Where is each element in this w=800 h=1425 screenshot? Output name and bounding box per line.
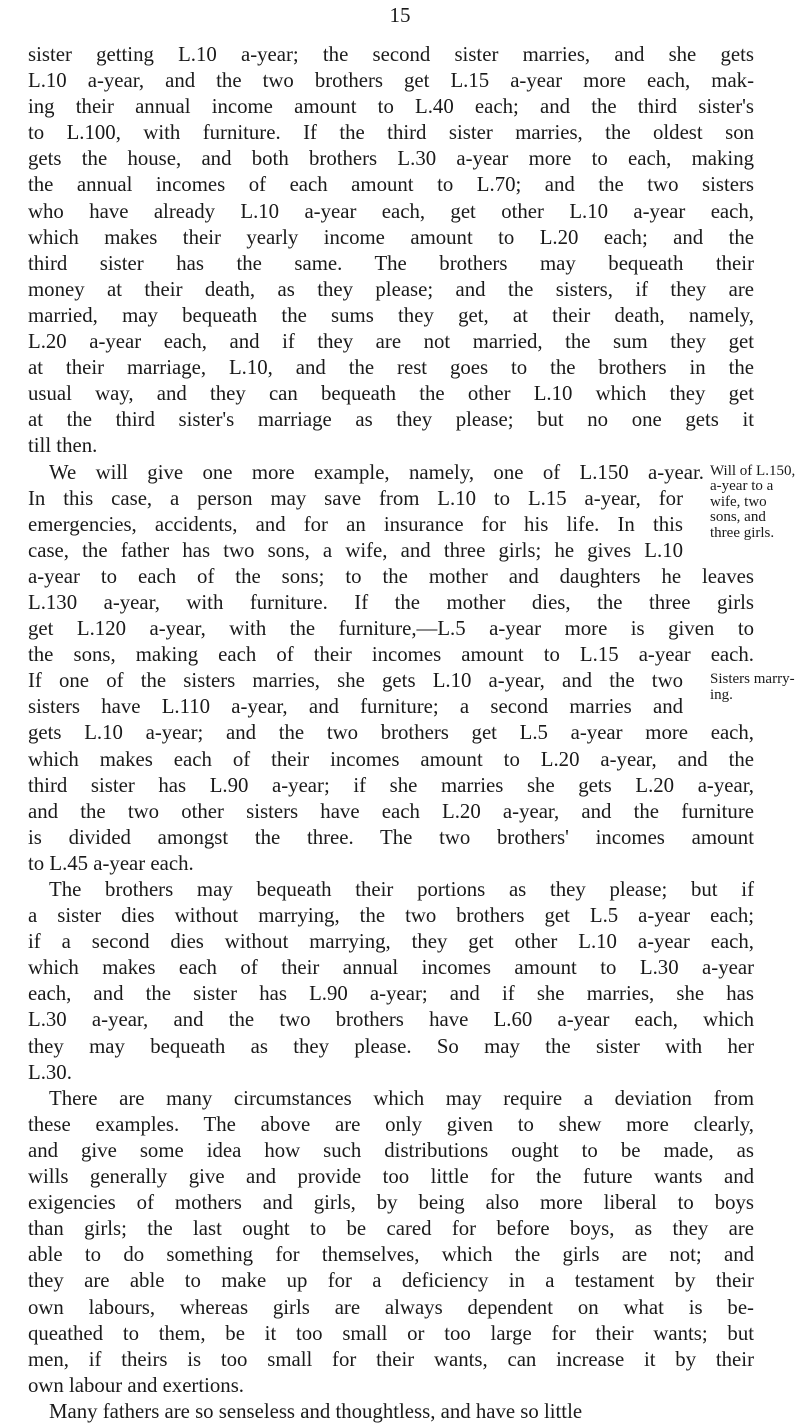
text-line: the annual incomes of each amount to L.70; and the two sisters bbox=[28, 173, 754, 197]
text-line: case, the father has two sons, a wife, and three girls; he gives L.10 bbox=[28, 538, 683, 562]
margin-note-line: wife, two bbox=[710, 493, 767, 510]
text-line: gets the house, and both brothers L.30 a-year more to each, making bbox=[28, 147, 754, 171]
text-line: L.30 a-year, and the two brothers have L.60 a-year each, which bbox=[28, 1008, 754, 1032]
text-line: men, if theirs is too small for their wants, can increase it by their bbox=[28, 1347, 754, 1371]
text-line: at their marriage, L.10, and the rest goes to the brothers in the bbox=[28, 356, 754, 380]
text-line: third sister has L.90 a-year; if she marries she gets L.20 a-year, bbox=[28, 773, 754, 797]
text-line: if a second dies without marrying, they get other L.10 a-year each, bbox=[28, 930, 754, 954]
text-line: which makes each of their incomes amount to L.20 a-year, and the bbox=[28, 747, 754, 771]
text-line: and the two other sisters have each L.20 a-year, and the furniture bbox=[28, 799, 754, 823]
text-line: sister getting L.10 a-year; the second sister marries, and she gets bbox=[28, 43, 754, 66]
margin-note-line: Sisters marry- bbox=[710, 671, 795, 688]
margin-note-line: a-year to a bbox=[710, 478, 774, 495]
text-line: married, may bequeath the sums they get, at their death, namely, bbox=[28, 303, 754, 327]
text-line: L.30. bbox=[28, 1060, 72, 1084]
text-line: ing their annual income amount to L.40 each; and the third sister's bbox=[28, 95, 754, 119]
text-line: each, and the sister has L.90 a-year; and if she marries, she has bbox=[28, 982, 754, 1006]
text-line: a-year to each of the sons; to the mother and daughters he leaves bbox=[28, 564, 754, 588]
text-line: own labour and exertions. bbox=[28, 1373, 245, 1397]
text-line: third sister has the same. The brothers may bequeath their bbox=[28, 251, 754, 275]
text-line: a sister dies without marrying, the two brothers get L.5 a-year each; bbox=[28, 904, 754, 928]
text-line: There are many circumstances which may require a deviation from bbox=[49, 1086, 754, 1110]
text-line: and give some idea how such distributions ought to be made, as bbox=[28, 1138, 754, 1162]
margin-note-line: ing. bbox=[710, 686, 733, 703]
text-line: they are able to make up for a deficiency in a testament by their bbox=[28, 1269, 754, 1293]
margin-note-line: three girls. bbox=[710, 524, 775, 541]
text-line: which makes each of their annual incomes amount to L.30 a-year bbox=[28, 956, 754, 980]
text-line: able to do something for themselves, which the girls are not; and bbox=[28, 1243, 754, 1267]
text-line: which makes their yearly income amount to L.20 each; and the bbox=[28, 225, 754, 249]
text-line: they may bequeath as they please. So may the sister with her bbox=[28, 1034, 754, 1058]
text-line: L.10 a-year, and the two brothers get L.15 a-year more each, mak- bbox=[28, 69, 754, 93]
text-line: the sons, making each of their incomes amount to L.15 a-year each. bbox=[28, 643, 754, 667]
text-line: these examples. The above are only given to shew more clearly, bbox=[28, 1112, 754, 1136]
text-line: emergencies, accidents, and for an insurance for his life. In this bbox=[28, 512, 683, 536]
text-line: is divided amongst the three. The two brothers' incomes amount bbox=[28, 825, 754, 849]
text-line: L.130 a-year, with furniture. If the mother dies, the three girls bbox=[28, 590, 754, 614]
text-line: own labours, whereas girls are always dependent on what is be- bbox=[28, 1295, 754, 1319]
text-line: The brothers may bequeath their portions as they please; but if bbox=[49, 878, 754, 901]
margin-note-line: Will of L.150, bbox=[710, 462, 796, 479]
page-number: 15 bbox=[389, 3, 411, 27]
text-line: usual way, and they can bequeath the other L.10 which they get bbox=[28, 382, 754, 406]
text-line: to L.100, with furniture. If the third sister marries, the oldest son bbox=[28, 121, 754, 145]
text-line: sisters have L.110 a-year, and furniture; a second marries and bbox=[28, 695, 683, 719]
text-line: at the third sister's marriage as they please; but no one gets it bbox=[28, 408, 754, 432]
body-text bbox=[28, 42, 754, 1425]
text-line: gets L.10 a-year; and the two brothers get L.5 a-year more each, bbox=[28, 721, 754, 745]
text-line: till then. bbox=[28, 434, 98, 458]
margin-note-line: sons, and bbox=[710, 509, 766, 526]
text-line: money at their death, as they please; and the sisters, if they are bbox=[28, 277, 754, 301]
text-line: wills generally give and provide too little for the future wants and bbox=[28, 1165, 754, 1189]
text-line: get L.120 a-year, with the furniture,—L.5 a-year more is given to bbox=[28, 617, 754, 641]
text-line: We will give one more example, namely, one of L.150 a-year. bbox=[49, 460, 704, 484]
text-line: to L.45 a-year each. bbox=[28, 851, 194, 875]
text-line: If one of the sisters marries, she gets L.10 a-year, and the two bbox=[28, 669, 683, 693]
text-line: who have already L.10 a-year each, get other L.10 a-year each, bbox=[28, 199, 754, 223]
text-line: queathed to them, be it too small or too large for their wants; but bbox=[28, 1321, 754, 1345]
text-line: L.20 a-year each, and if they are not married, the sum they get bbox=[28, 330, 754, 354]
margin-note bbox=[710, 672, 795, 703]
text-line: exigencies of mothers and girls, by being also more liberal to boys bbox=[28, 1191, 754, 1215]
margin-note bbox=[710, 464, 795, 542]
text-line: than girls; the last ought to be cared for before boys, as they are bbox=[28, 1217, 754, 1241]
text-line: Many fathers are so senseless and thoughtless, and have so little bbox=[49, 1399, 583, 1423]
text-line: In this case, a person may save from L.10 to L.15 a-year, for bbox=[28, 486, 683, 510]
